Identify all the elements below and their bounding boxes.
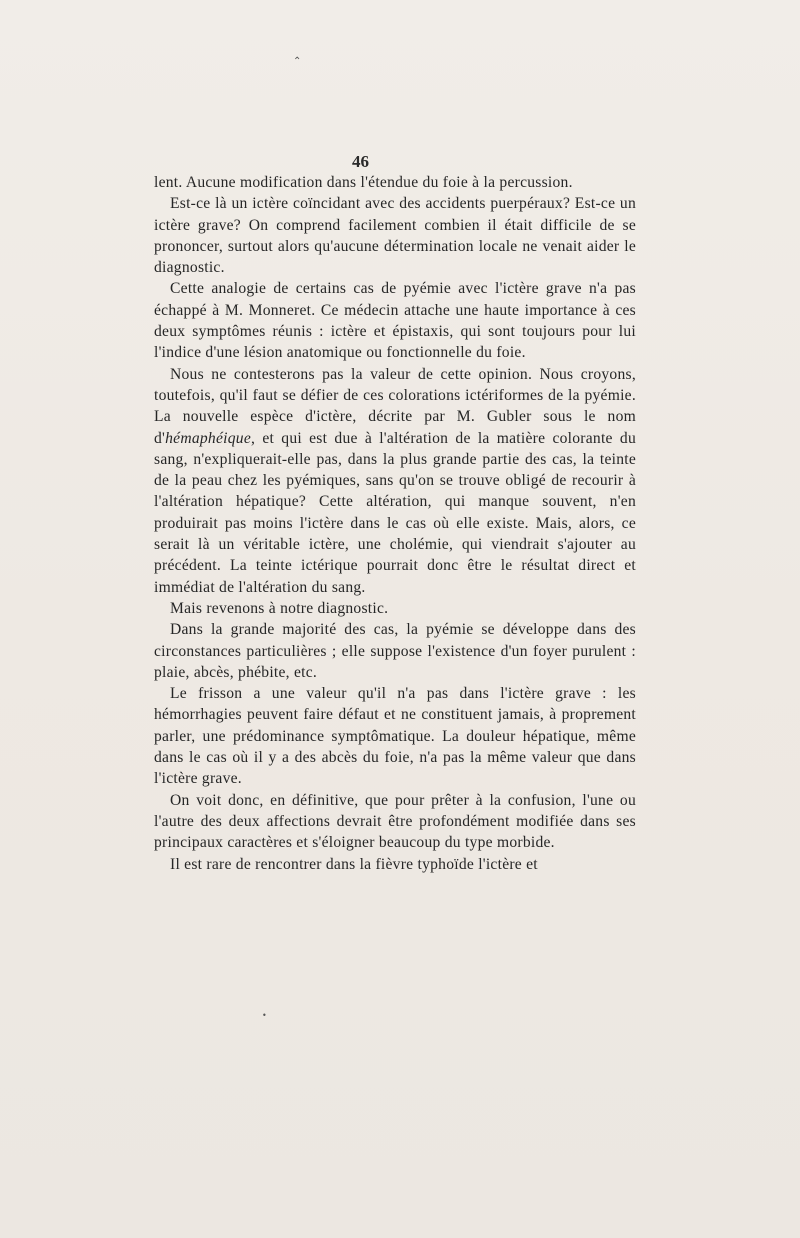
ink-speck-top: ⌃ <box>293 56 302 67</box>
paragraph-text: , et qui est due à l'altération de la matière colorante du sang, n'expliquerait-elle pas, dans la plus grande partie des cas, la teinte de la peau chez les pyémiques, sans qu'on se trouve obligé de recourir à l'altération hépatique? Cette altération, qui manque souvent, n'en produirait pas moins l'ictère dans le cas où elle existe. Mais, alors, ce serait là un véritable ictère, une cholémie, qui viendrait s'ajouter au précédent. La teinte ictérique pourrait donc être le résultat direct et immédiat de l'altération du sang. <box>154 429 636 596</box>
paragraph: Le frisson a une valeur qu'il n'a pas dans l'ictère grave : les hémorrhagies peuvent faire défaut et ne constituent jamais, à proprement parler, une prédominance symptômatique. La douleur hépatique, même dans le cas où il y a des abcès du foie, n'a pas la même valeur que dans l'ictère grave. <box>154 685 636 788</box>
paragraph: Il est rare de rencontrer dans la fièvre typhoïde l'ictère et <box>170 855 538 873</box>
ink-speck-bottom: • <box>262 1011 267 1020</box>
paragraph-text: Nous ne contesterons pas la valeur de cette opinion. Nous croyons, toutefois, qu'il faut se défier de ces colorations ictériformes de la pyémie. La nouvelle espèce d'ictère, décrite par M. Gubler sous le nom d' <box>154 365 636 447</box>
paragraph: lent. Aucune modification dans l'étendue du foie à la percussion. <box>154 174 573 191</box>
paragraph: Cette analogie de certains cas de pyémie avec l'ictère grave n'a pas échappé à M. Monneret. Ce médecin attache une haute importance à ces deux symptômes réunis : ictère et épistaxis, qui sont toujours pour lui l'indice d'une lésion anatomique ou fonctionnelle du foie. <box>154 280 636 362</box>
paragraph: Mais revenons à notre diagnostic. <box>170 599 389 617</box>
page-body-text <box>154 172 636 875</box>
paragraph: On voit donc, en définitive, que pour prêter à la confusion, l'une ou l'autre des deux affections devrait être profondément modifiée dans ses principaux caractères et s'éloigner beaucoup du type morbide. <box>154 791 636 852</box>
paragraph: Dans la grande majorité des cas, la pyémie se développe dans des circonstances particulières ; elle suppose l'existence d'un foyer purulent : plaie, abcès, phébite, etc. <box>154 621 636 681</box>
paragraph <box>154 364 636 598</box>
italic-term: hémaphéique <box>165 429 251 447</box>
paragraph: Est-ce là un ictère coïncidant avec des accidents puerpéraux? Est-ce un ictère grave? On comprend facilement combien il était difficile de se prononcer, surtout alors qu'aucune détermination locale ne venait aider le diagnostic. <box>154 195 636 277</box>
page-number: 46 <box>352 152 369 171</box>
